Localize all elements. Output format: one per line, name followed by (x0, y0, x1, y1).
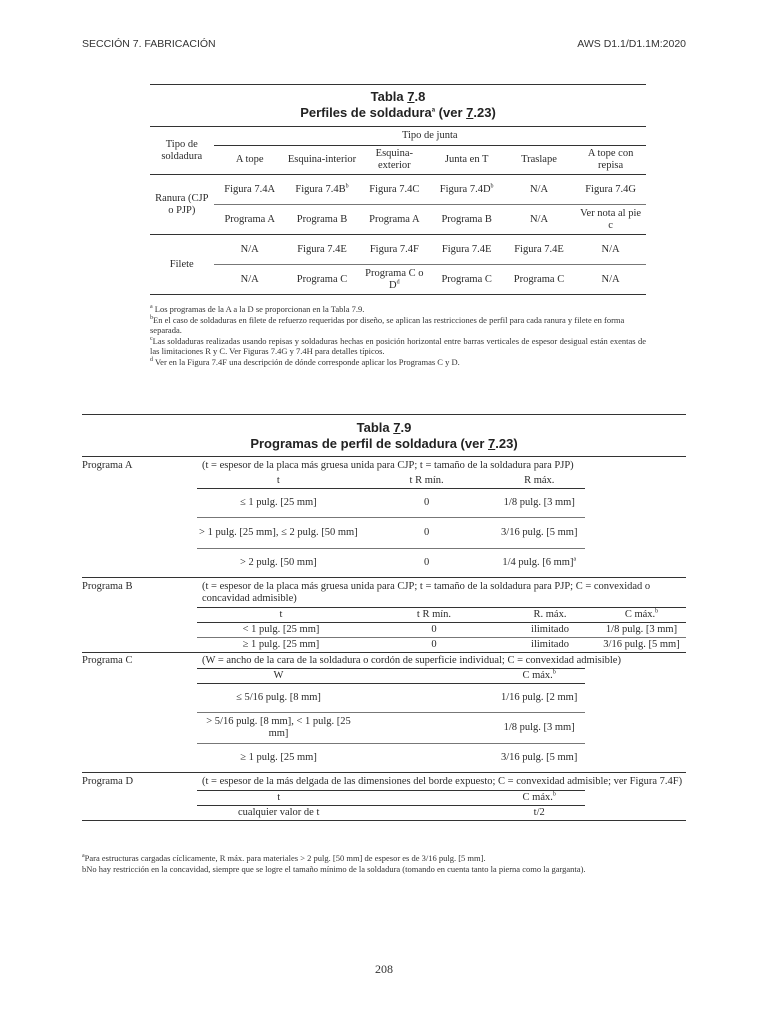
col-header: Junta en T (444, 154, 489, 165)
programa-c-table (197, 668, 585, 772)
table-cell: ≤ 5/16 pulg. [8 mm] (236, 692, 321, 703)
table-cell: Figura 7.4E (514, 243, 564, 255)
table-cell: 0 (423, 496, 430, 508)
programa-b-table (197, 607, 686, 652)
table-cell: N/A (601, 273, 620, 285)
programa-d-label: Programa D (82, 776, 134, 787)
col-header: Traslape (521, 154, 557, 165)
table-cell: N/A (529, 213, 549, 225)
table-cell: Figura 7.4G (585, 183, 636, 195)
col-header: t (276, 474, 280, 486)
footnote-c: $^c$Las soldaduras realizadas usando repisas y soldaduras hechas en posición horizontal entre barras verticales de espesor desigual están exentas de las limitaciones R y C. Ver Figuras 7.4G y 7.4H para detalles típicos. (150, 335, 646, 356)
col-spacer (360, 790, 493, 805)
col-header: C máx.$^b$ (522, 669, 556, 681)
col-tipo-junta: Tipo de junta (214, 127, 646, 146)
table-cell: Figura $7.4D^b$ (439, 183, 494, 195)
row-label-filete: Filete (150, 235, 214, 295)
table-cell: N/A (601, 243, 620, 255)
table-cell: > 1 pulg. [25 mm], ≤ 2 pulg. [50 mm] (199, 526, 358, 538)
table-cell: Programa C o $D^d$ (365, 267, 424, 291)
table-cell: 1/8 pulg. [3 mm] (503, 496, 575, 508)
table-cell: N/A (240, 273, 259, 285)
footnote-a: $^a$ Los programas de la A a la D se proporcionan en la Tabla 7.9. (150, 304, 365, 314)
table-cell: 0 (431, 638, 437, 650)
table-cell: Programa C (513, 273, 565, 285)
table-cell: Figura 7.4C (369, 183, 420, 195)
table-7-8-title: Tabla 7.8 (370, 89, 426, 104)
footnote-b: $^b$En el caso de soldaduras en filete de refuerzo requeridas por diseño, se aplican las restricciones de perfil para cada ranura y filete en forma separada. (150, 314, 625, 335)
col-header: C máx.$^b$ (522, 791, 556, 803)
programa-d-description: (t = espesor de la más delgada de las dimensiones del borde expuesto; C = convexidad admisible; ver Figura 7.4F) (202, 776, 683, 787)
col-header: A tope con repisa (587, 148, 634, 171)
programa-a-label: Programa A (82, 460, 133, 471)
table-cell: Programa C (441, 273, 492, 285)
table-cell: Programa B (441, 213, 492, 225)
table-cell: Programa C (296, 273, 348, 285)
col-header: t R mín. (409, 474, 444, 486)
table-7-9-top-rule (82, 414, 686, 415)
col-header: R máx. (524, 474, 555, 486)
table-cell: ≥ 1 pulg. [25 mm] (242, 638, 320, 650)
programa-c-description: (W = ancho de la cara de la soldadura o cordón de superficie individual; C = convexidad admisible) (202, 654, 621, 666)
col-tipo-soldadura: Tipo de soldadura (150, 127, 214, 175)
table-7-8-footnotes (150, 304, 646, 367)
table-cell: 3/16 pulg. [5 mm] (500, 752, 578, 763)
table-cell: 1/8 pulg. [3 mm] (605, 623, 678, 635)
table-cell: Programa A (369, 213, 420, 225)
programa-d-table (197, 790, 585, 820)
programa-b-description: (t = espesor de la placa más gruesa unida para CJP; t = tamaño de la soldadura para PJP; C = convexidad o concavidad admisible) (202, 580, 651, 604)
col-header: Esquina-exterior (375, 148, 413, 171)
running-header-section: SECCIÓN 7. FABRICACIÓN (82, 38, 216, 50)
table-cell: ilimitado (531, 638, 569, 650)
col-spacer (360, 744, 493, 773)
table-cell: Programa B (296, 213, 348, 225)
table-cell: < 1 pulg. [25 mm] (242, 623, 320, 635)
programa-a-description: (t = espesor de la placa más gruesa unida para CJP; t = tamaño de la soldadura para PJP) (202, 460, 574, 471)
table-cell: 0 (423, 556, 430, 568)
page-number: 208 (375, 962, 393, 976)
table-cell: Figura 7.4F (369, 243, 419, 255)
row-label-ranura: Ranura (CJP o PJP) (150, 175, 214, 235)
table-cell: N/A (240, 243, 259, 255)
table-cell: 0 (431, 623, 437, 635)
col-header: t R mín. (416, 608, 452, 620)
table-cell: 1/16 pulg. [2 mm] (500, 692, 578, 703)
footnote-b: bNo hay restricción en la concavidad, siempre que se logre el tamaño mínimo de la soldadura (tomando en cuenta tanto la pierna como la garganta). (82, 863, 586, 874)
table-cell: Programa A (224, 213, 275, 225)
programa-b-label: Programa B (82, 580, 133, 592)
programa-c-label: Programa C (82, 654, 133, 666)
table-7-8 (150, 126, 646, 295)
table-cell: cualquier valor de t (238, 806, 320, 818)
col-header: t (277, 791, 281, 803)
footnote-d: $^d$ Ver en la Figura 7.4F una descripción de dónde corresponde aplicar los Programas C y D. (150, 356, 460, 367)
table-cell: t/2 (533, 806, 545, 818)
table-7-9-title: Tabla 7.9 (356, 420, 412, 435)
table-7-9 (82, 456, 686, 821)
table-cell: > 5/16 pulg. [8 mm], < 1 pulg. [25 mm] (206, 716, 351, 739)
col-spacer (360, 684, 493, 713)
table-cell: Figura 7.4E (297, 243, 347, 255)
running-header-standard: AWS D1.1/D1.1M:2020 (577, 38, 686, 50)
table-cell: Figura 7.4E (441, 243, 492, 255)
table-cell: > 2 pulg. [50 mm] (239, 556, 317, 568)
col-spacer (360, 669, 493, 684)
table-cell: Ver nota al pie c (580, 207, 642, 231)
footnote-a: $^a$Para estructuras cargadas cíclicamente, R máx. para materiales > 2 pulg. [50 mm] de espesor es de 3/16 pulg. [5 mm]. (82, 853, 486, 863)
table-cell: ≤ 1 pulg. [25 mm] (240, 496, 317, 508)
table-cell: 3/16 pulg. [5 mm] (501, 526, 578, 538)
table-cell: 1/4 pulg. [6 mm]$^a$ (502, 556, 577, 568)
col-header: Esquina-interior (287, 154, 357, 165)
table-7-8-subtitle: Perfiles de soldadura$^a$ (ver 7.23) (300, 105, 496, 120)
table-cell: ≥ 1 pulg. [25 mm] (240, 752, 317, 763)
table-cell: 3/16 pulg. [5 mm] (603, 638, 680, 650)
col-header: t (279, 608, 283, 620)
col-header: R. máx. (533, 608, 567, 620)
table-cell: 1/8 pulg. [3 mm] (503, 722, 575, 733)
table-7-8-top-rule (150, 84, 646, 85)
col-header: W (273, 670, 284, 681)
col-spacer (360, 805, 493, 820)
col-header: A tope (235, 154, 264, 165)
table-cell: Figura 7.4A (224, 183, 276, 195)
col-header: C máx.$^b$ (624, 608, 659, 620)
programa-a-table (197, 474, 585, 577)
table-7-9-subtitle: Programas de perfil de soldadura (ver 7.23) (250, 436, 518, 451)
table-cell: 0 (423, 526, 430, 538)
col-spacer (360, 713, 493, 744)
table-7-9-footnotes (82, 853, 686, 874)
table-cell: Figura $7.4B^b$ (295, 183, 349, 195)
table-cell: ilimitado (531, 623, 569, 635)
table-cell: N/A (529, 183, 549, 195)
